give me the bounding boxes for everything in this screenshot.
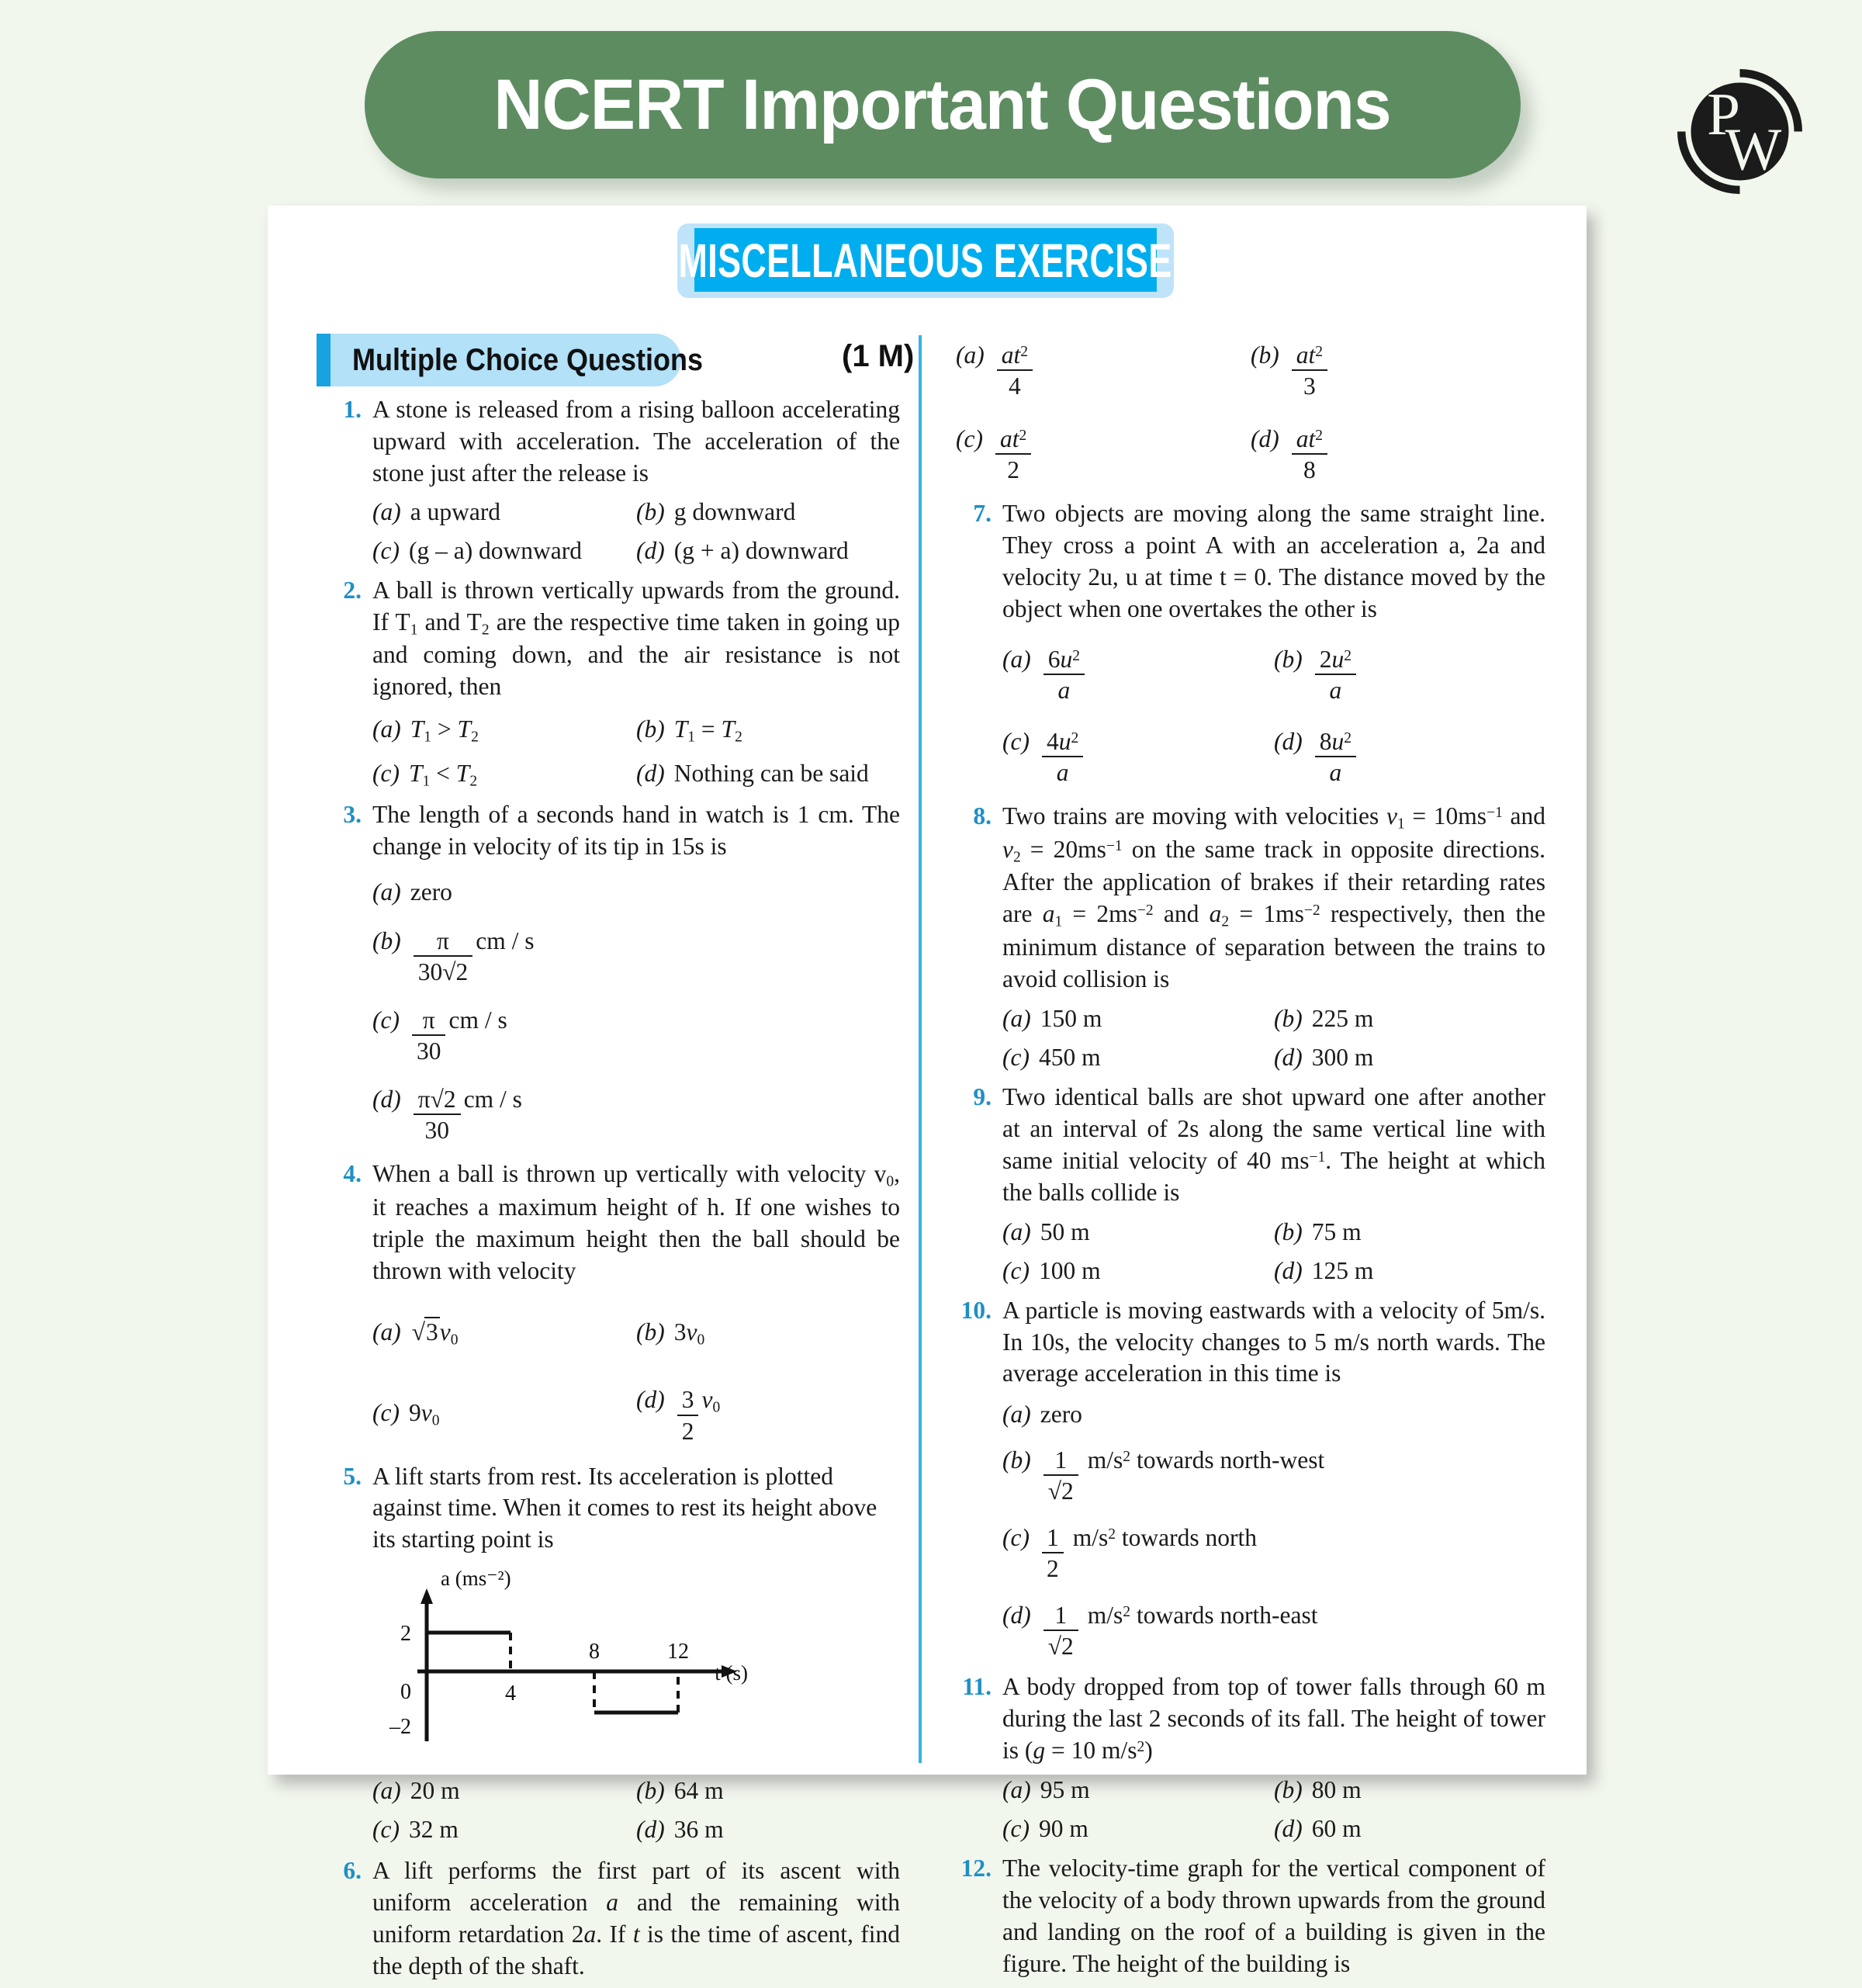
fraction-numerator: $8u^2$: [1319, 727, 1352, 755]
svg-text:a (ms⁻²): a (ms⁻²): [441, 1567, 511, 1591]
question-number: 2.: [343, 576, 362, 604]
fraction-numerator: $at^2$: [1001, 341, 1029, 369]
fraction: [1315, 646, 1356, 703]
option-unit: $m/s^2$ towards north-east: [1087, 1602, 1318, 1630]
question-number: 8.: [973, 802, 992, 829]
option-row: [1002, 1217, 1545, 1249]
option-label: (a): [1002, 645, 1031, 673]
option-text: (g – a) downward: [408, 536, 583, 564]
option-label: (c): [372, 1006, 400, 1034]
option-math: $T_1 < T_2$: [408, 760, 478, 790]
option-label: (c): [372, 760, 400, 788]
option-b[interactable]: [1274, 1003, 1545, 1035]
option-text: zero: [410, 878, 452, 906]
fraction-denominator: 8: [1292, 453, 1327, 483]
option-text: 300 m: [1311, 1044, 1374, 1072]
option-c[interactable]: [372, 1005, 900, 1064]
option-d[interactable]: [1251, 424, 1545, 483]
option-label: (d): [636, 1386, 665, 1414]
option-label: (b): [1251, 341, 1279, 369]
option-label: (b): [372, 926, 401, 954]
option-row: [1002, 1399, 1545, 1431]
option-d[interactable]: [636, 1814, 900, 1846]
question-text: The velocity-time graph for the vertical component of the velocity of a body thrown upwards from the ground and landing on the roof of a building is given in the figure. The height of the building is: [1002, 1855, 1545, 1977]
option-row: [1002, 1595, 1545, 1664]
fraction-numerator: 1: [1046, 1524, 1059, 1552]
option-text: 150 m: [1040, 1005, 1102, 1033]
option-row: [372, 1300, 900, 1368]
option-label: (c): [1002, 727, 1030, 755]
option-b[interactable]: [636, 497, 900, 528]
fraction-numerator: $4u^2$: [1046, 727, 1079, 755]
option-d[interactable]: [636, 1384, 900, 1443]
option-label: (b): [636, 1777, 665, 1805]
option-row: [1002, 1775, 1545, 1806]
option-row: [1002, 639, 1545, 708]
svg-text:P: P: [1707, 81, 1740, 147]
fraction-numerator: $6u^2$: [1047, 645, 1080, 673]
fraction: [995, 426, 1031, 483]
fraction-denominator: 2: [1042, 1552, 1064, 1581]
option-label: (c): [1002, 1815, 1030, 1843]
question-text: Two identical balls are shot upward one after another at an interval of 2s along the same vertical line with same initial velocity of 40 $ms^{-1}$. The height at which the balls collide is: [1002, 1082, 1545, 1206]
option-label: (c): [372, 536, 400, 564]
left-column: [326, 394, 900, 1988]
fraction-numerator: π√2: [417, 1085, 456, 1113]
option-label: (b): [636, 497, 665, 525]
question-text: The length of a seconds hand in watch is 1 cm. The change in velocity of its tip in 15s is: [372, 801, 900, 860]
fraction-denominator: a: [1043, 674, 1085, 703]
option-c[interactable]: [372, 758, 636, 791]
mcq-header-pill: [331, 334, 704, 386]
question-number: 7.: [973, 500, 992, 527]
question-7: [956, 498, 1545, 625]
question-text: A body dropped from top of tower falls through 60 m during the last 2 seconds of its fall. The height of tower is (g = 10 $m/s^2$): [1002, 1673, 1545, 1765]
exercise-banner-label: MISCELLANEOUS EXERCISE: [678, 233, 1173, 287]
option-b[interactable]: [1274, 1217, 1545, 1249]
option-row: [956, 335, 1545, 403]
option-text: 95 m: [1040, 1776, 1090, 1804]
option-b[interactable]: [1251, 340, 1545, 399]
fraction-numerator: $at^2$: [1296, 341, 1324, 369]
option-math: $v_0$: [701, 1386, 721, 1416]
option-text: 32 m: [408, 1816, 459, 1844]
option-b[interactable]: [636, 714, 900, 747]
option-label: (a): [1002, 1401, 1031, 1429]
option-math: $T_1 > T_2$: [410, 715, 479, 746]
option-a[interactable]: [1002, 1217, 1274, 1249]
fraction-numerator: 1: [1054, 1446, 1068, 1474]
option-row: [1002, 1255, 1545, 1287]
option-text: 125 m: [1311, 1256, 1374, 1284]
svg-text:12: 12: [667, 1640, 689, 1664]
option-b[interactable]: [1002, 1445, 1545, 1504]
option-text: g downward: [673, 497, 796, 525]
option-row: [372, 1000, 900, 1068]
option-label: (a): [372, 1318, 401, 1346]
page-title-banner: [365, 31, 1521, 178]
question-5: [326, 1461, 900, 1557]
option-math: $9v_0$: [408, 1399, 440, 1429]
option-text: 225 m: [1311, 1005, 1374, 1033]
question-number: 5.: [343, 1462, 362, 1490]
option-label: (d): [1274, 1044, 1303, 1072]
option-d[interactable]: [1274, 1042, 1545, 1074]
option-row: [372, 1775, 900, 1807]
option-label: (a): [372, 1777, 401, 1805]
option-row: [372, 758, 900, 791]
option-math: $√3v_0$: [411, 1318, 459, 1349]
option-label: (d): [1002, 1602, 1031, 1630]
fraction-denominator: a: [1315, 674, 1356, 703]
question-text: A lift performs the first part of its ascent with uniform acceleration a and the remaining with uniform retardation 2a. If t is the time of ascent, find the depth of the shaft.: [372, 1857, 900, 1979]
option-label: (c): [372, 1816, 400, 1844]
question-4: [326, 1159, 900, 1287]
option-label: (a): [1002, 1776, 1031, 1804]
fraction: [414, 1086, 461, 1143]
fraction: [1043, 646, 1085, 703]
question-text: A stone is released from a rising balloon accelerating upward with acceleration. The acceleration of the stone just after the release is: [372, 396, 900, 487]
option-label: (d): [372, 1085, 401, 1113]
q2-sub-1: 1: [410, 622, 418, 639]
option-label: (a): [956, 341, 985, 369]
option-text: 50 m: [1040, 1217, 1090, 1245]
option-label: (d): [1251, 424, 1279, 452]
option-label: (b): [636, 715, 665, 743]
option-b[interactable]: [1274, 644, 1545, 703]
option-d[interactable]: [636, 535, 900, 567]
option-c[interactable]: [372, 1814, 636, 1846]
fraction-numerator: $2u^2$: [1319, 645, 1352, 673]
option-a[interactable]: [372, 497, 636, 528]
svg-text:4: 4: [505, 1681, 516, 1706]
fraction-denominator: 2: [677, 1415, 699, 1444]
option-b[interactable]: [372, 926, 900, 985]
mcq-section-header: [317, 334, 704, 386]
fraction: [412, 1007, 446, 1064]
option-label: (c): [1002, 1044, 1030, 1072]
option-a[interactable]: [372, 877, 900, 909]
question-8: [956, 801, 1545, 996]
option-label: (c): [956, 424, 983, 452]
q2-part-3: are the respective time taken in going up and coming down, and the air resistance is not ignored, then: [372, 608, 900, 701]
option-text: 75 m: [1311, 1217, 1362, 1245]
option-row: [372, 1380, 900, 1449]
fraction: [1315, 729, 1356, 785]
svg-text:0: 0: [400, 1680, 411, 1705]
question-10: [956, 1295, 1545, 1391]
option-label: (b): [1274, 1217, 1303, 1245]
mcq-marks-label: (1 M): [842, 339, 915, 373]
option-label: (d): [636, 536, 665, 564]
option-d[interactable]: [1274, 1813, 1545, 1845]
question-9: [956, 1082, 1545, 1209]
option-text: 60 m: [1311, 1815, 1362, 1843]
option-row: [1002, 1518, 1545, 1586]
option-label: (c): [1002, 1524, 1030, 1552]
option-label: (d): [636, 1816, 665, 1844]
fraction-denominator: 30: [414, 1113, 461, 1143]
fraction-denominator: 30√2: [414, 955, 473, 985]
question-number: 1.: [343, 396, 362, 423]
q2-part-1: A ball is thrown vertically upwards from the ground. If T: [372, 576, 900, 636]
option-text: (g + a) downward: [673, 536, 849, 564]
option-row: [1002, 722, 1545, 790]
option-text: 64 m: [673, 1777, 724, 1805]
mcq-header-label: Multiple Choice Questions: [352, 342, 704, 377]
q2-sub-2: 2: [481, 622, 490, 639]
option-row: [372, 1814, 900, 1846]
option-row: [956, 419, 1545, 487]
option-a[interactable]: [1002, 1399, 1545, 1431]
option-row: [1002, 1003, 1545, 1035]
option-d[interactable]: [636, 758, 900, 791]
exercise-banner-fill: [678, 228, 1173, 292]
fraction-denominator: 2: [995, 453, 1031, 483]
option-row: [372, 921, 900, 989]
fraction-numerator: $at^2$: [999, 424, 1027, 452]
option-row: [372, 1079, 900, 1148]
sqrt-icon: √3: [411, 1318, 438, 1346]
svg-text:–2: –2: [389, 1715, 411, 1740]
option-label: (a): [372, 878, 401, 906]
option-unit: $m/s^2$ towards north-west: [1087, 1446, 1325, 1474]
option-c[interactable]: [1002, 1042, 1274, 1074]
option-row: [372, 877, 900, 909]
option-row: [372, 714, 900, 747]
option-unit: $m/s^2$ towards north: [1072, 1524, 1257, 1552]
option-label: (a): [372, 715, 401, 743]
question-1: [326, 394, 900, 490]
svg-text:8: 8: [589, 1640, 600, 1664]
fraction-denominator: 3: [1292, 369, 1327, 399]
option-a[interactable]: [372, 1317, 636, 1350]
option-text: zero: [1040, 1401, 1082, 1429]
option-row: [1002, 1440, 1545, 1508]
fraction-numerator: 1: [1054, 1602, 1068, 1630]
fraction: [414, 928, 473, 985]
question-number: 11.: [962, 1673, 992, 1701]
question-text: Two trains are moving with velocities $v_1 = 10ms^{-1}$ and $v_2 = 20ms^{-1}$ on the same track in opposite directions. After the application of brakes if their retarding rates are $a_1 = 2ms^{-2}$ and $a_2 = 1ms^{-2}$ respectively, then the minimum distance of separation between the trains to avoid collision is: [1002, 802, 1546, 993]
q2-part-2: and T: [417, 608, 482, 636]
question-6: [326, 1855, 900, 1983]
option-text: 450 m: [1038, 1044, 1101, 1072]
option-c[interactable]: [1002, 1255, 1274, 1287]
option-c[interactable]: [1002, 1522, 1545, 1581]
option-label: (c): [372, 1399, 400, 1427]
fraction: [1042, 1525, 1064, 1581]
option-label: (b): [1274, 645, 1303, 673]
option-c[interactable]: [1002, 726, 1274, 785]
right-column: [956, 335, 1545, 1986]
fraction-denominator: 30: [412, 1034, 446, 1064]
pw-logo-icon: [1672, 64, 1808, 199]
option-text: 90 m: [1038, 1815, 1088, 1843]
question-12: [956, 1853, 1545, 1980]
option-label: (a): [1002, 1217, 1031, 1245]
option-label: (d): [1274, 1815, 1303, 1843]
acceleration-time-graph: [372, 1567, 900, 1769]
option-c[interactable]: [372, 535, 636, 567]
fraction: [677, 1387, 699, 1443]
question-number: 9.: [973, 1082, 992, 1110]
option-c[interactable]: [372, 1397, 636, 1431]
fraction: [1043, 1447, 1078, 1504]
fraction: [1292, 342, 1327, 399]
option-label: (d): [1274, 727, 1303, 755]
option-a[interactable]: [372, 1775, 636, 1807]
mcq-accent-bar: [317, 334, 331, 386]
question-number: 10.: [960, 1296, 992, 1324]
question-text: [372, 575, 900, 704]
option-label: (c): [1002, 1256, 1030, 1284]
fraction-denominator: √2: [1043, 1474, 1078, 1504]
option-unit: cm / s: [448, 1006, 507, 1034]
option-a[interactable]: [1002, 1003, 1274, 1035]
fraction: [997, 342, 1033, 399]
option-d[interactable]: [1274, 726, 1545, 785]
question-text: A lift starts from rest. Its acceleration is plotted against time. When it comes to rest its height above its starting point is: [372, 1462, 877, 1553]
question-2: [326, 575, 900, 704]
fraction-denominator: a: [1042, 756, 1083, 785]
option-d[interactable]: [372, 1084, 900, 1143]
option-label: (a): [372, 497, 401, 525]
option-c[interactable]: [1002, 1813, 1274, 1845]
option-label: (d): [1274, 1256, 1303, 1284]
exercise-banner: [677, 223, 1174, 298]
option-label: (b): [1274, 1005, 1303, 1033]
option-text: 20 m: [410, 1777, 460, 1805]
option-unit: cm / s: [476, 926, 535, 954]
fraction-numerator: π: [422, 1006, 435, 1034]
option-d[interactable]: [1002, 1600, 1545, 1659]
option-label: (b): [636, 1318, 665, 1346]
question-text: A particle is moving eastwards with a velocity of 5m/s. In 10s, the velocity changes to 5 m/s north wards. The average acceleration in this time is: [1002, 1296, 1545, 1387]
svg-text:t (s): t (s): [715, 1661, 748, 1685]
svg-text:2: 2: [400, 1622, 411, 1647]
option-d[interactable]: [1274, 1255, 1545, 1287]
fraction-numerator: $at^2$: [1296, 424, 1324, 452]
option-label: (a): [1002, 1005, 1031, 1033]
option-unit: cm / s: [463, 1085, 522, 1113]
fraction-numerator: 3: [681, 1386, 694, 1414]
fraction-denominator: 4: [997, 369, 1033, 399]
fraction-numerator: π: [437, 926, 449, 954]
option-row: [372, 535, 900, 567]
option-a[interactable]: [956, 340, 1251, 399]
question-3: [326, 799, 900, 863]
option-row: [1002, 1042, 1545, 1074]
option-math: $T_1 = T_2$: [673, 715, 742, 746]
fraction-denominator: √2: [1043, 1630, 1078, 1659]
question-text: Two objects are moving along the same straight line. They cross a point A with an acceleration a, 2a and velocity 2u, u at time t = 0. The distance moved by the object when one overtakes the other is: [1002, 500, 1545, 622]
question-11: [956, 1671, 1545, 1767]
svg-text:W: W: [1725, 116, 1782, 183]
option-label: (d): [636, 760, 665, 788]
fraction: [1292, 426, 1327, 483]
option-b[interactable]: [636, 1317, 900, 1350]
question-number: 3.: [343, 801, 362, 829]
option-math: $3v_0$: [673, 1318, 705, 1349]
option-b[interactable]: [1274, 1775, 1545, 1806]
question-number: 12.: [960, 1855, 992, 1882]
option-a[interactable]: [1002, 644, 1274, 703]
question-number: 6.: [343, 1857, 362, 1885]
option-text: a upward: [410, 497, 501, 525]
option-text: 80 m: [1311, 1776, 1362, 1804]
option-a[interactable]: [372, 714, 636, 747]
option-text: 100 m: [1038, 1256, 1101, 1284]
fraction: [1042, 729, 1083, 785]
option-row: [1002, 1813, 1545, 1845]
option-label: (b): [1274, 1776, 1303, 1804]
page-title: NCERT Important Questions: [493, 64, 1392, 144]
option-b[interactable]: [636, 1775, 900, 1807]
fraction-denominator: a: [1315, 756, 1356, 785]
option-label: (b): [1002, 1446, 1031, 1474]
option-text: 36 m: [673, 1816, 724, 1844]
option-c[interactable]: [956, 424, 1251, 483]
fraction: [1043, 1602, 1078, 1659]
option-text: Nothing can be said: [673, 760, 869, 788]
option-a[interactable]: [1002, 1775, 1274, 1806]
question-text: When a ball is thrown up vertically with velocity $v_0$, it reaches a maximum height of h. If one wishes to triple the maximum height then the ball should be thrown with velocity: [372, 1159, 900, 1284]
question-number: 4.: [343, 1159, 362, 1187]
column-divider: [919, 335, 922, 1763]
option-row: [372, 497, 900, 528]
